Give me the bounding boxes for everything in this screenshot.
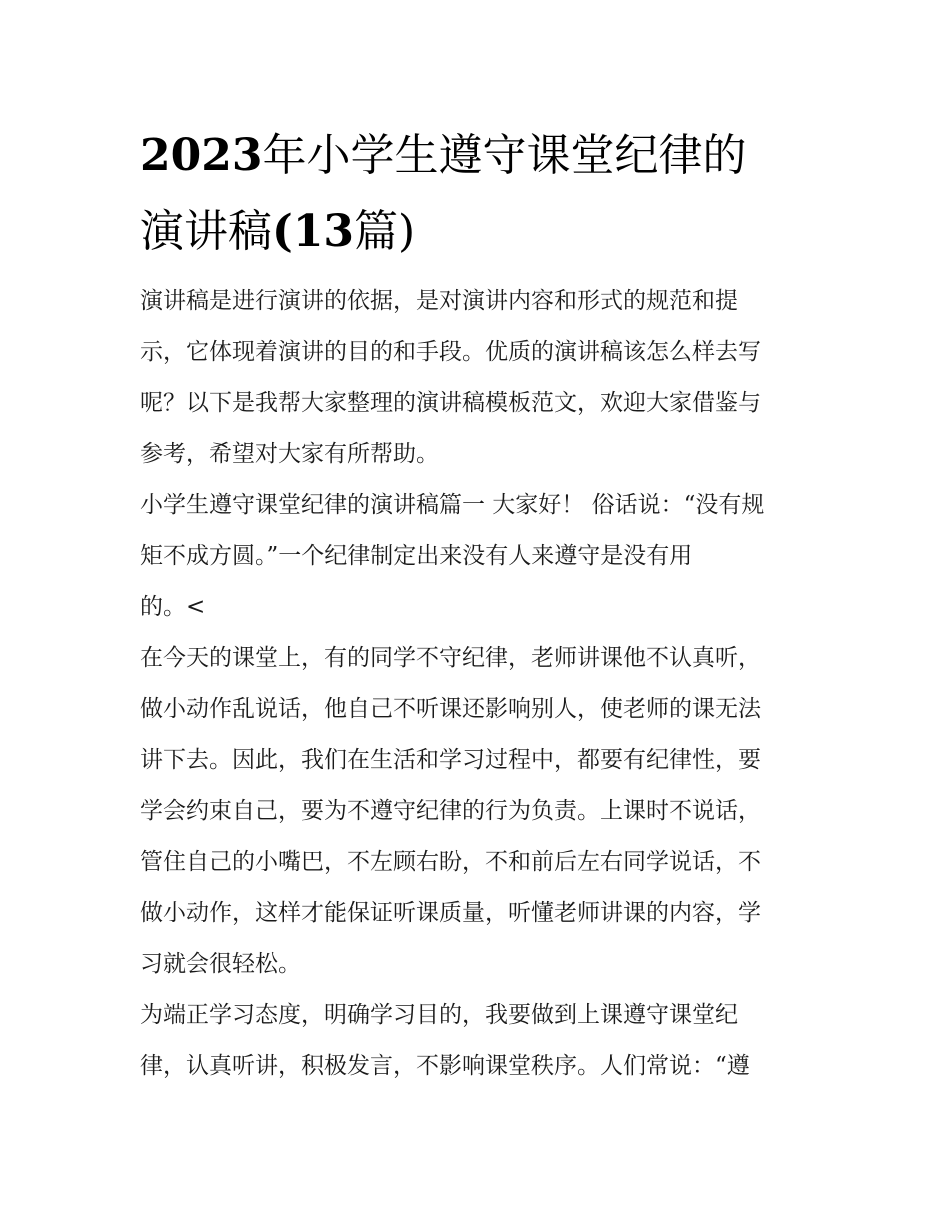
title-year: 2023	[140, 130, 263, 181]
body-line: 的。<	[140, 594, 206, 620]
document-body	[140, 276, 820, 1092]
body-line: 呢？以下是我帮大家整理的演讲稿模板范文，欢迎大家借鉴与	[140, 390, 761, 416]
body-line: 参考，希望对大家有所帮助。	[140, 441, 439, 467]
body-line: 示，它体现着演讲的目的和手段。优质的演讲稿该怎么样去写	[140, 339, 761, 365]
body-line: 在今天的课堂上，有的同学不守纪律，老师讲课他不认真听，	[140, 645, 761, 671]
body-line: 演讲稿是进行演讲的依据，是对演讲内容和形式的规范和提	[140, 288, 738, 314]
title-prefix-2: 演讲稿	[140, 206, 272, 257]
body-line: 管住自己的小嘴巴，不左顾右盼，不和前后左右同学说话，不	[140, 849, 761, 875]
body-line: 做小动作，这样才能保证听课质量，听懂老师讲课的内容，学	[140, 900, 761, 926]
body-line: 为端正学习态度，明确学习目的，我要做到上课遵守课堂纪	[140, 1002, 738, 1028]
body-line: 做小动作乱说话，他自己不听课还影响别人，使老师的课无法	[140, 696, 761, 722]
body-line: 讲下去。因此，我们在生活和学习过程中，都要有纪律性，要	[140, 747, 761, 773]
title-line-1	[140, 118, 820, 194]
body-line: 律，认真听讲，积极发言，不影响课堂秩序。人们常说：“遵	[140, 1053, 750, 1079]
body-line: 学会约束自己，要为不遵守纪律的行为负责。上课时不说话，	[140, 798, 761, 824]
title-line-2	[140, 194, 820, 270]
title-text-2: 篇)	[354, 206, 416, 257]
title-text-1: 年小学生遵守课堂纪律的	[262, 130, 747, 181]
body-line: 小学生遵守课堂纪律的演讲稿篇一 大家好！ 俗话说：“没有规	[140, 492, 765, 518]
body-line: 习就会很轻松。	[140, 951, 301, 977]
title-count: (13	[272, 206, 355, 257]
body-line: 矩不成方圆。”一个纪律制定出来没有人来遵守是没有用	[140, 543, 693, 569]
document-title	[140, 118, 820, 270]
